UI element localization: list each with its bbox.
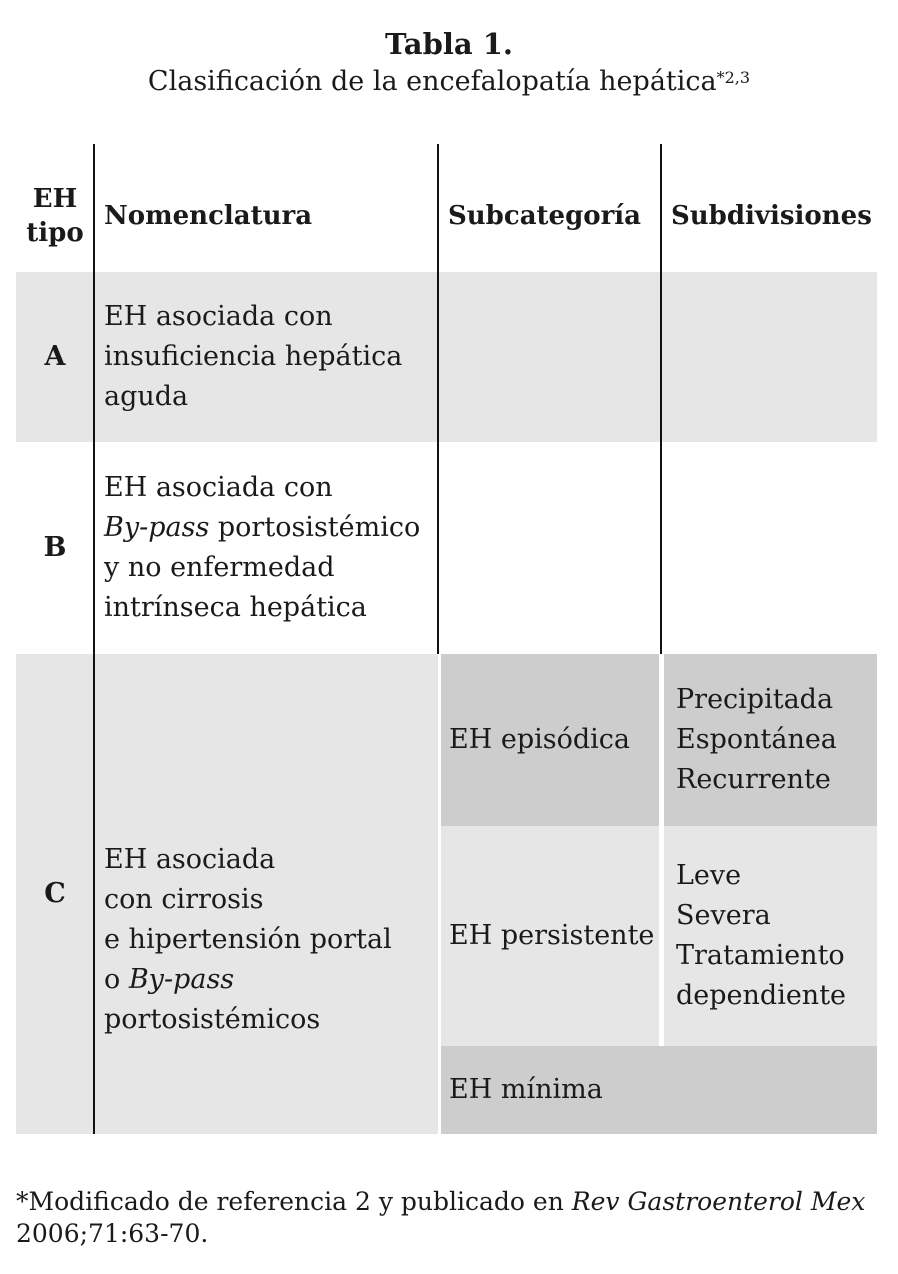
row-b-nomenclatura-line: EH asociada con [104,472,333,503]
row-b-nomenclatura [104,442,438,654]
row-b-nomenclatura-line: y no enfermedad [104,552,335,583]
row-b-nomenclatura-text: portosistémico [209,512,421,543]
row-a-nomenclatura-line: aguda [104,381,189,412]
row-a-nomenclatura-line: insuficiencia hepática [104,341,403,372]
header-subdivisiones: Subdivisiones [671,201,872,231]
row-a-nomenclatura-line: EH asociada con [104,301,333,332]
subcategory-persistente: EH persistente [441,826,659,1046]
subdivisions-episodica [664,654,877,826]
row-c-tipo: C [44,878,66,909]
header-subcategoria: Subcategoría [448,201,642,231]
header-eh-tipo [16,166,94,266]
row-c-nomenclatura-text: o [104,964,129,995]
row-c-nomenclatura-line: e hipertensión portal [104,924,392,955]
subdivision-item: dependiente [676,980,847,1011]
row-c-nomenclatura-line: con cirrosis [104,884,264,915]
subdivisions-persistente [664,826,877,1046]
footnote-citation: 2006;71:63-70. [16,1219,209,1248]
subdivision-item: Tratamiento [676,940,845,971]
footnote-journal: Rev Gastroenterol Mex [571,1187,866,1216]
table-subtitle [0,62,898,102]
subcategory-episodica: EH episódica [441,654,659,826]
row-c-nomenclatura-line: EH asociada [104,844,276,875]
subdivision-item: Leve [676,860,742,891]
row-a-nomenclatura [104,272,434,442]
column-rule-tipo [93,144,95,1134]
row-c-nomenclatura-line [104,960,392,1000]
table-subtitle-text: Clasificación de la encefalopatía hepática [147,66,717,97]
row-a-tipo: A [44,341,66,372]
row-b-nomenclatura-line: intrínseca hepática [104,592,367,623]
header-eh-tipo-line1: EH [32,184,78,214]
row-c-nomenclatura [104,654,438,1226]
table-title-block [0,26,898,102]
table-footnote [16,1186,876,1250]
subdivision-item: Precipitada [676,684,834,715]
bypass-italic: By-pass [128,964,235,995]
row-b-tipo: B [43,532,67,563]
reference-superscript: *2,3 [716,68,751,87]
header-nomenclatura: Nomenclatura [104,201,313,231]
column-rule-subcategoria [660,144,662,654]
table-title: Tabla 1. [384,27,514,61]
subdivision-item: Recurrente [676,764,831,795]
row-b-nomenclatura-line [104,508,420,548]
subdivision-item: Espontánea [676,724,837,755]
header-eh-tipo-line2: tipo [26,218,84,248]
subdivision-item: Severa [676,900,771,931]
subcategory-minima: EH mínima [441,1046,877,1134]
footnote-text: *Modificado de referencia 2 y publicado en [16,1187,572,1216]
bypass-italic: By-pass [104,512,210,543]
column-rule-nomenclatura [437,144,439,654]
row-c-nomenclatura-line: portosistémicos [104,1004,321,1035]
